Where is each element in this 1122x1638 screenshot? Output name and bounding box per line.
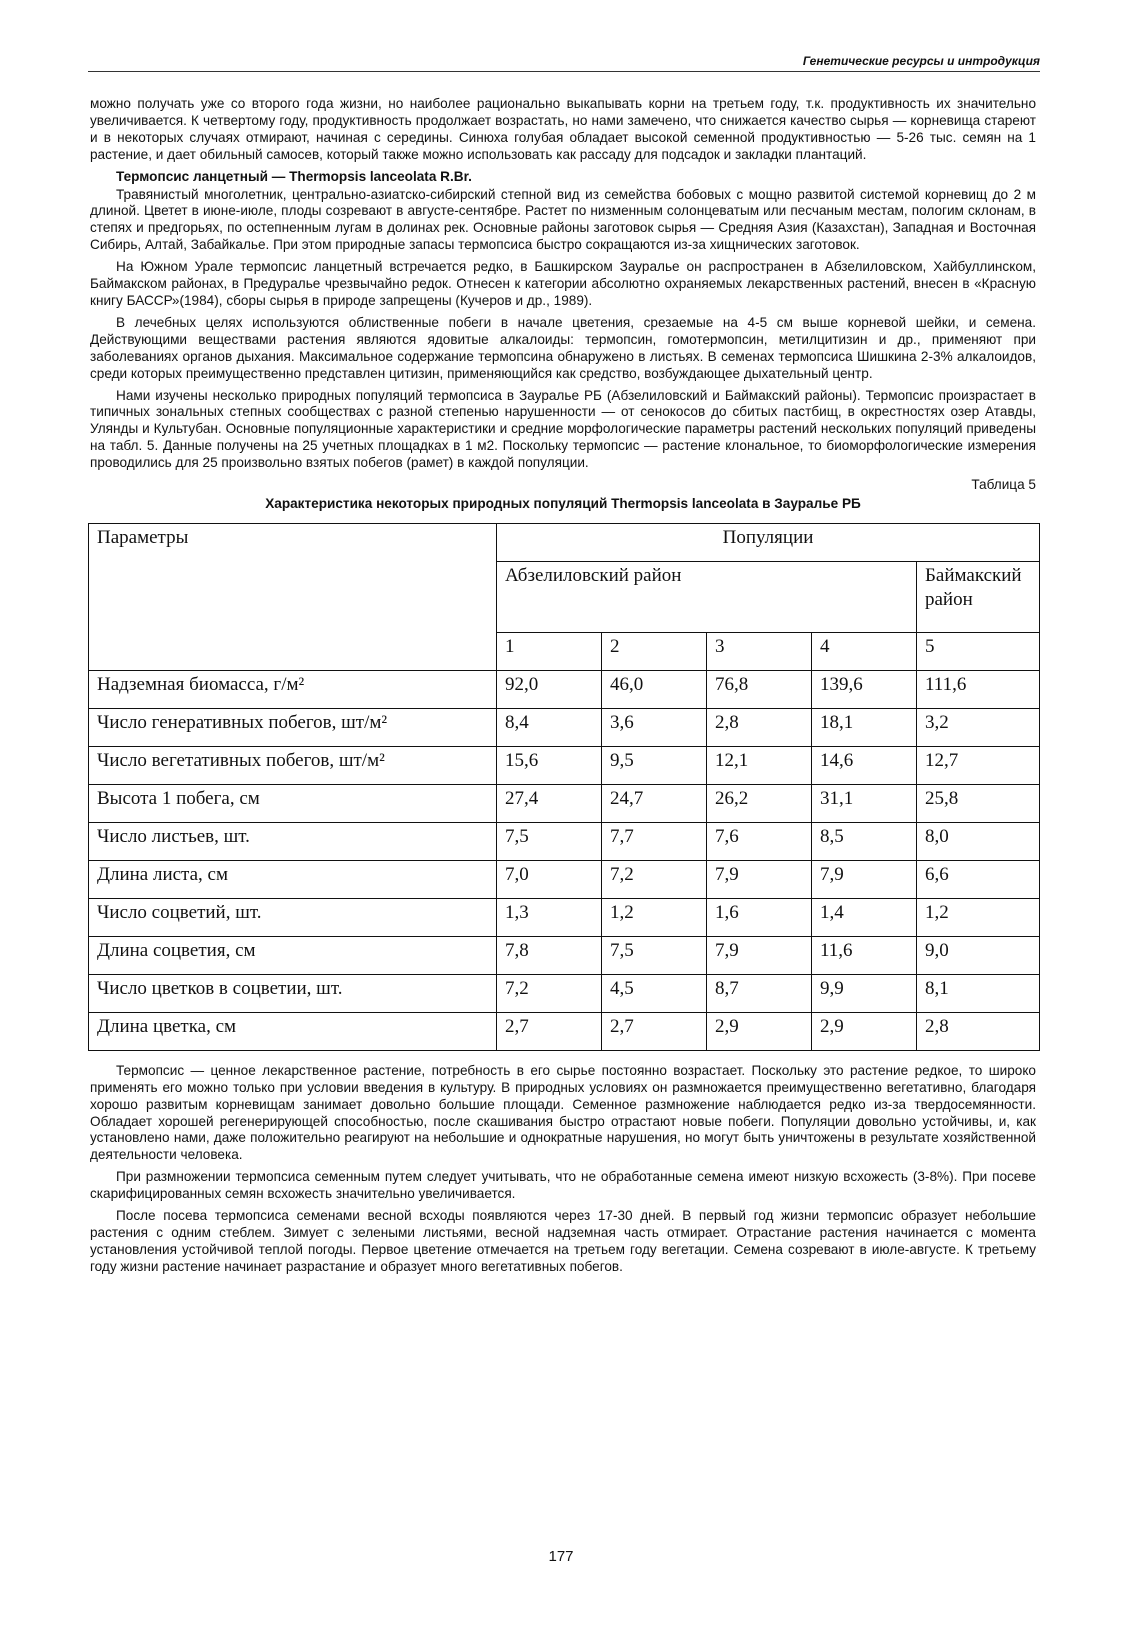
row-param-label: Число цветков в соцветии, шт. [89,974,497,1012]
table-row [89,974,1040,1012]
row-param-label: Число соцветий, шт. [89,898,497,936]
row-value: 9,5 [602,746,707,784]
row-value: 7,9 [707,936,812,974]
row-value: 1,2 [602,898,707,936]
row-value: 27,4 [497,784,602,822]
row-value: 111,6 [916,670,1039,708]
table-row [89,822,1040,860]
section-heading: Термопсис ланцетный — Thermopsis lanceolata R.Br. [116,168,472,184]
row-value: 12,1 [707,746,812,784]
table-label: Таблица 5 [971,477,1036,493]
row-value: 8,5 [812,822,917,860]
row-value: 7,0 [497,860,602,898]
row-param-label: Число вегетативных побегов, шт/м² [89,746,497,784]
header-col-3: 3 [707,632,812,670]
row-value: 1,3 [497,898,602,936]
paragraph: На Южном Урале термопсис ланцетный встречается редко, в Башкирском Зауралье он распространен в Абзелиловском, Хайбуллинском, Баймакском районах, в Предуралье чрезвычайно редок. Отнесен к категории абсолютно охраняемых лекарственных растений, внесен в «Красную книгу БАССР»(1984), сборы сырья в природе запрещены (Кучеров и др., 1989). [90,259,1036,308]
row-value: 92,0 [497,670,602,708]
header-params: Параметры [89,523,497,670]
row-param-label: Длина цветка, см [89,1012,497,1050]
row-value: 7,9 [812,860,917,898]
row-value: 1,4 [812,898,917,936]
row-value: 7,7 [602,822,707,860]
row-value: 7,5 [602,936,707,974]
row-param-label: Высота 1 побега, см [89,784,497,822]
row-value: 15,6 [497,746,602,784]
paragraph: В лечебных целях используются облиственные побеги в начале цветения, срезаемые на 4-5 см выше корневой шейки, и семена. Действующими веществами растения являются ядовитые алкалоиды: термопсин, гомотермопсин, метилцитизин и др., применяют при заболеваниях органов дыхания. Максимальное содержание термопсина обнаружено в листьях. В семенах термопсиса Шишкина 2-3% алкалоидов, среди которых преимущественно представлен цитизин, применяющийся как средство, возбуждающее дыхательный центр. [90,314,1036,381]
row-value: 2,7 [602,1012,707,1050]
row-value: 76,8 [707,670,812,708]
table-row [89,784,1040,822]
row-value: 7,5 [497,822,602,860]
row-value: 9,9 [812,974,917,1012]
row-value: 31,1 [812,784,917,822]
row-value: 12,7 [916,746,1039,784]
row-value: 8,1 [916,974,1039,1012]
header-group-baimaksky-line2: район [924,588,973,610]
running-head: Генетические ресурсы и интродукция [88,54,1040,72]
row-value: 2,9 [707,1012,812,1050]
row-value: 8,0 [916,822,1039,860]
row-value: 7,6 [707,822,812,860]
row-value: 26,2 [707,784,812,822]
paragraph: Травянистый многолетник, центрально-азиатско-сибирский степной вид из семейства бобовых с мощно развитой системой корневищ до 2 м длиной. Цветет в июне-июле, плоды созревают в августе-сентябре. Растет по низменным солонцеватым или песчаным местам, пологим склонам, в степях и предгорьях, по остепненным лугам в долинах рек. Основные районы заготовок сырья — Средняя Азия (Казахстан), Западная и Восточная Сибирь, Алтай, Забайкалье. При этом природные запасы термопсиса быстро сокращаются из-за хищнических заготовок. [90,186,1036,253]
row-value: 2,7 [497,1012,602,1050]
header-group-baimaksky-line1: Баймакский [924,564,1022,586]
row-value: 139,6 [812,670,917,708]
row-value: 7,2 [497,974,602,1012]
page-content [90,96,1036,1281]
paragraph: При размножении термопсиса семенным путем следует учитывать, что не обработанные семена имеют низкую всхожесть (3-8%). При посеве скарифицированных семян всхожесть значительно увеличивается. [90,1169,1036,1202]
table-row [89,1012,1040,1050]
row-param-label: Надземная биомасса, г/м² [89,670,497,708]
row-value: 24,7 [602,784,707,822]
row-value: 25,8 [916,784,1039,822]
row-param-label: Число листьев, шт. [89,822,497,860]
header-col-1: 1 [497,632,602,670]
table-row [89,860,1040,898]
row-param-label: Длина соцветия, см [89,936,497,974]
paragraph: После посева термопсиса семенами весной всходы появляются через 17-30 дней. В первый год жизни термопсис образует небольшие растения с одним стеблем. Зимует с зелеными листьями, весной надземная часть отмирает. Отрастание растения начинается с момента установления устойчивой теплой погоды. Первое цветение отмечается на третьем году вегетации. Семена созревают в июле-августе. К третьему году жизни растение начинает разрастание и образует много вегетативных побегов. [90,1208,1036,1274]
paragraph: Нами изучены несколько природных популяций термопсиса в Зауралье РБ (Абзелиловский и Баймакский районы). Термопсис произрастает в типичных зональных степных сообществах с разной степенью нарушенности — от сенокосов до сбитых пастбищ, в окрестностях озер Атавды, Улянды и Культубан. Основные популяционные характеристики и средние морфологические параметры растений нескольких популяций приведены на табл. 5. Данные получены на 25 учетных площадках в 1 м2. Поскольку термопсис — растение клональное, то биоморфологические измерения проводились для 25 произвольно взятых побегов (рамет) в каждой популяции. [90,387,1036,471]
table-row [89,936,1040,974]
row-value: 1,2 [916,898,1039,936]
header-col-4: 4 [812,632,917,670]
row-value: 11,6 [812,936,917,974]
row-value: 2,8 [916,1012,1039,1050]
row-value: 3,2 [916,708,1039,746]
row-value: 7,9 [707,860,812,898]
header-col-5: 5 [916,632,1039,670]
row-value: 7,2 [602,860,707,898]
row-value: 14,6 [812,746,917,784]
header-group-baimaksky [916,561,1039,632]
row-value: 9,0 [916,936,1039,974]
table-row [89,670,1040,708]
row-value: 8,7 [707,974,812,1012]
header-populations: Популяции [497,523,1040,561]
header-group-abzelilovsky: Абзелиловский район [497,561,917,632]
table-header-row [89,523,1040,561]
row-value: 2,9 [812,1012,917,1050]
table-body [89,670,1040,1050]
row-value: 1,6 [707,898,812,936]
data-table [88,523,1040,1051]
table-row [89,708,1040,746]
page-number: 177 [548,1548,574,1565]
row-value: 18,1 [812,708,917,746]
row-param-label: Длина листа, см [89,860,497,898]
row-value: 6,6 [916,860,1039,898]
row-value: 8,4 [497,708,602,746]
table-row [89,746,1040,784]
row-value: 7,8 [497,936,602,974]
row-value: 3,6 [602,708,707,746]
paragraph: Термопсис — ценное лекарственное растение, потребность в его сырье постоянно возрастает. Поскольку это растение редкое, то широко применять его можно только при условии введения в культуру. В природных условиях он размножается преимущественно вегетативно, благодаря хорошо развитым корневищам занимает довольно большие площади. Семенное размножение наблюдается редко из-за твердосемянности. Обладает хорошей регенерирующей способностью, после скашивания быстро отрастают новые побеги. Популяции довольно устойчивы, и, как установлено нами, даже положительно реагируют на небольшие и однократные нарушения, но могут быть уничтожены в результате хозяйственной деятельности человека. [90,1062,1036,1163]
row-value: 2,8 [707,708,812,746]
table-title: Характеристика некоторых природных популяций Thermopsis lanceolata в Зауралье РБ [265,495,861,511]
row-value: 46,0 [602,670,707,708]
paragraph: можно получать уже со второго года жизни, но наиболее рационально выкапывать корни на третьем году, т.к. продуктивность их значительно увеличивается. К четвертому году, продуктивность продолжает возрастать, но нами замечено, что снижается качество сырья — корневища стареют и в некоторых случаях отмирают, начиная с середины. Синюха голубая обладает высокой семенной продуктивностью — 5-26 тыс. семян на 1 растение, и дает обильный самосев, который также можно использовать как рассаду для подсадок и закладки плантаций. [90,96,1036,162]
header-col-2: 2 [602,632,707,670]
table-row [89,898,1040,936]
row-param-label: Число генеративных побегов, шт/м² [89,708,497,746]
row-value: 4,5 [602,974,707,1012]
